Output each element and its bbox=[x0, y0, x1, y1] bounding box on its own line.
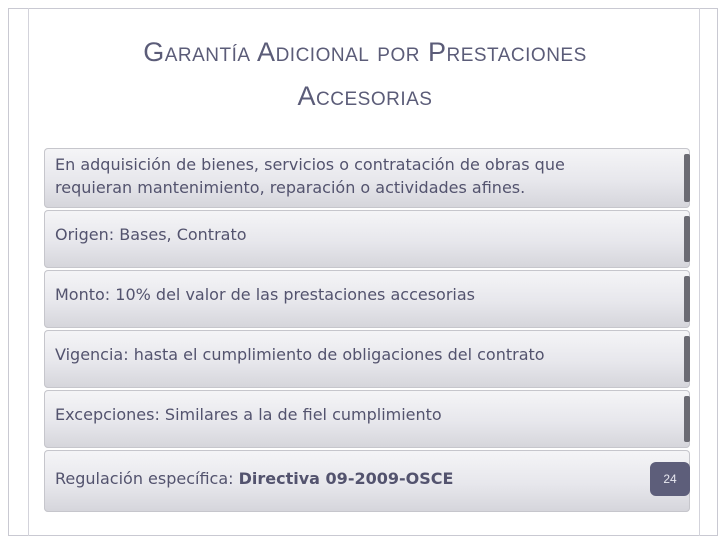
list-item-text: Monto: 10% del valor de las prestaciones accesorias bbox=[55, 285, 475, 304]
list-item-text: Vigencia: hasta el cumplimiento de obligaciones del contrato bbox=[55, 345, 545, 364]
list-item-text: En adquisición de bienes, servicios o contratación de obras que requieran mantenimiento, reparación o actividades afines. bbox=[55, 155, 565, 197]
list-item-text: Origen: Bases, Contrato bbox=[55, 225, 247, 244]
left-border-line bbox=[28, 8, 29, 536]
right-border-line bbox=[699, 8, 700, 536]
slide-title-line-2: Accesorias bbox=[297, 81, 433, 111]
list-item-text: Excepciones: Similares a la de fiel cumplimiento bbox=[55, 405, 442, 424]
page-number-badge: 24 bbox=[650, 462, 690, 496]
slide-title bbox=[40, 30, 690, 118]
list-item-origen bbox=[44, 210, 690, 268]
list-item-monto bbox=[44, 270, 690, 328]
list-item-regulacion bbox=[44, 450, 690, 512]
bullet-list bbox=[44, 148, 690, 514]
list-item-label: Regulación específica: bbox=[55, 469, 239, 488]
list-item-application bbox=[44, 148, 690, 208]
list-item-bold-text: Directiva 09-2009-OSCE bbox=[238, 469, 454, 488]
list-item-excepciones bbox=[44, 390, 690, 448]
slide-title-line-1: Garantía Adicional por Prestaciones bbox=[143, 37, 587, 67]
list-item-vigencia bbox=[44, 330, 690, 388]
